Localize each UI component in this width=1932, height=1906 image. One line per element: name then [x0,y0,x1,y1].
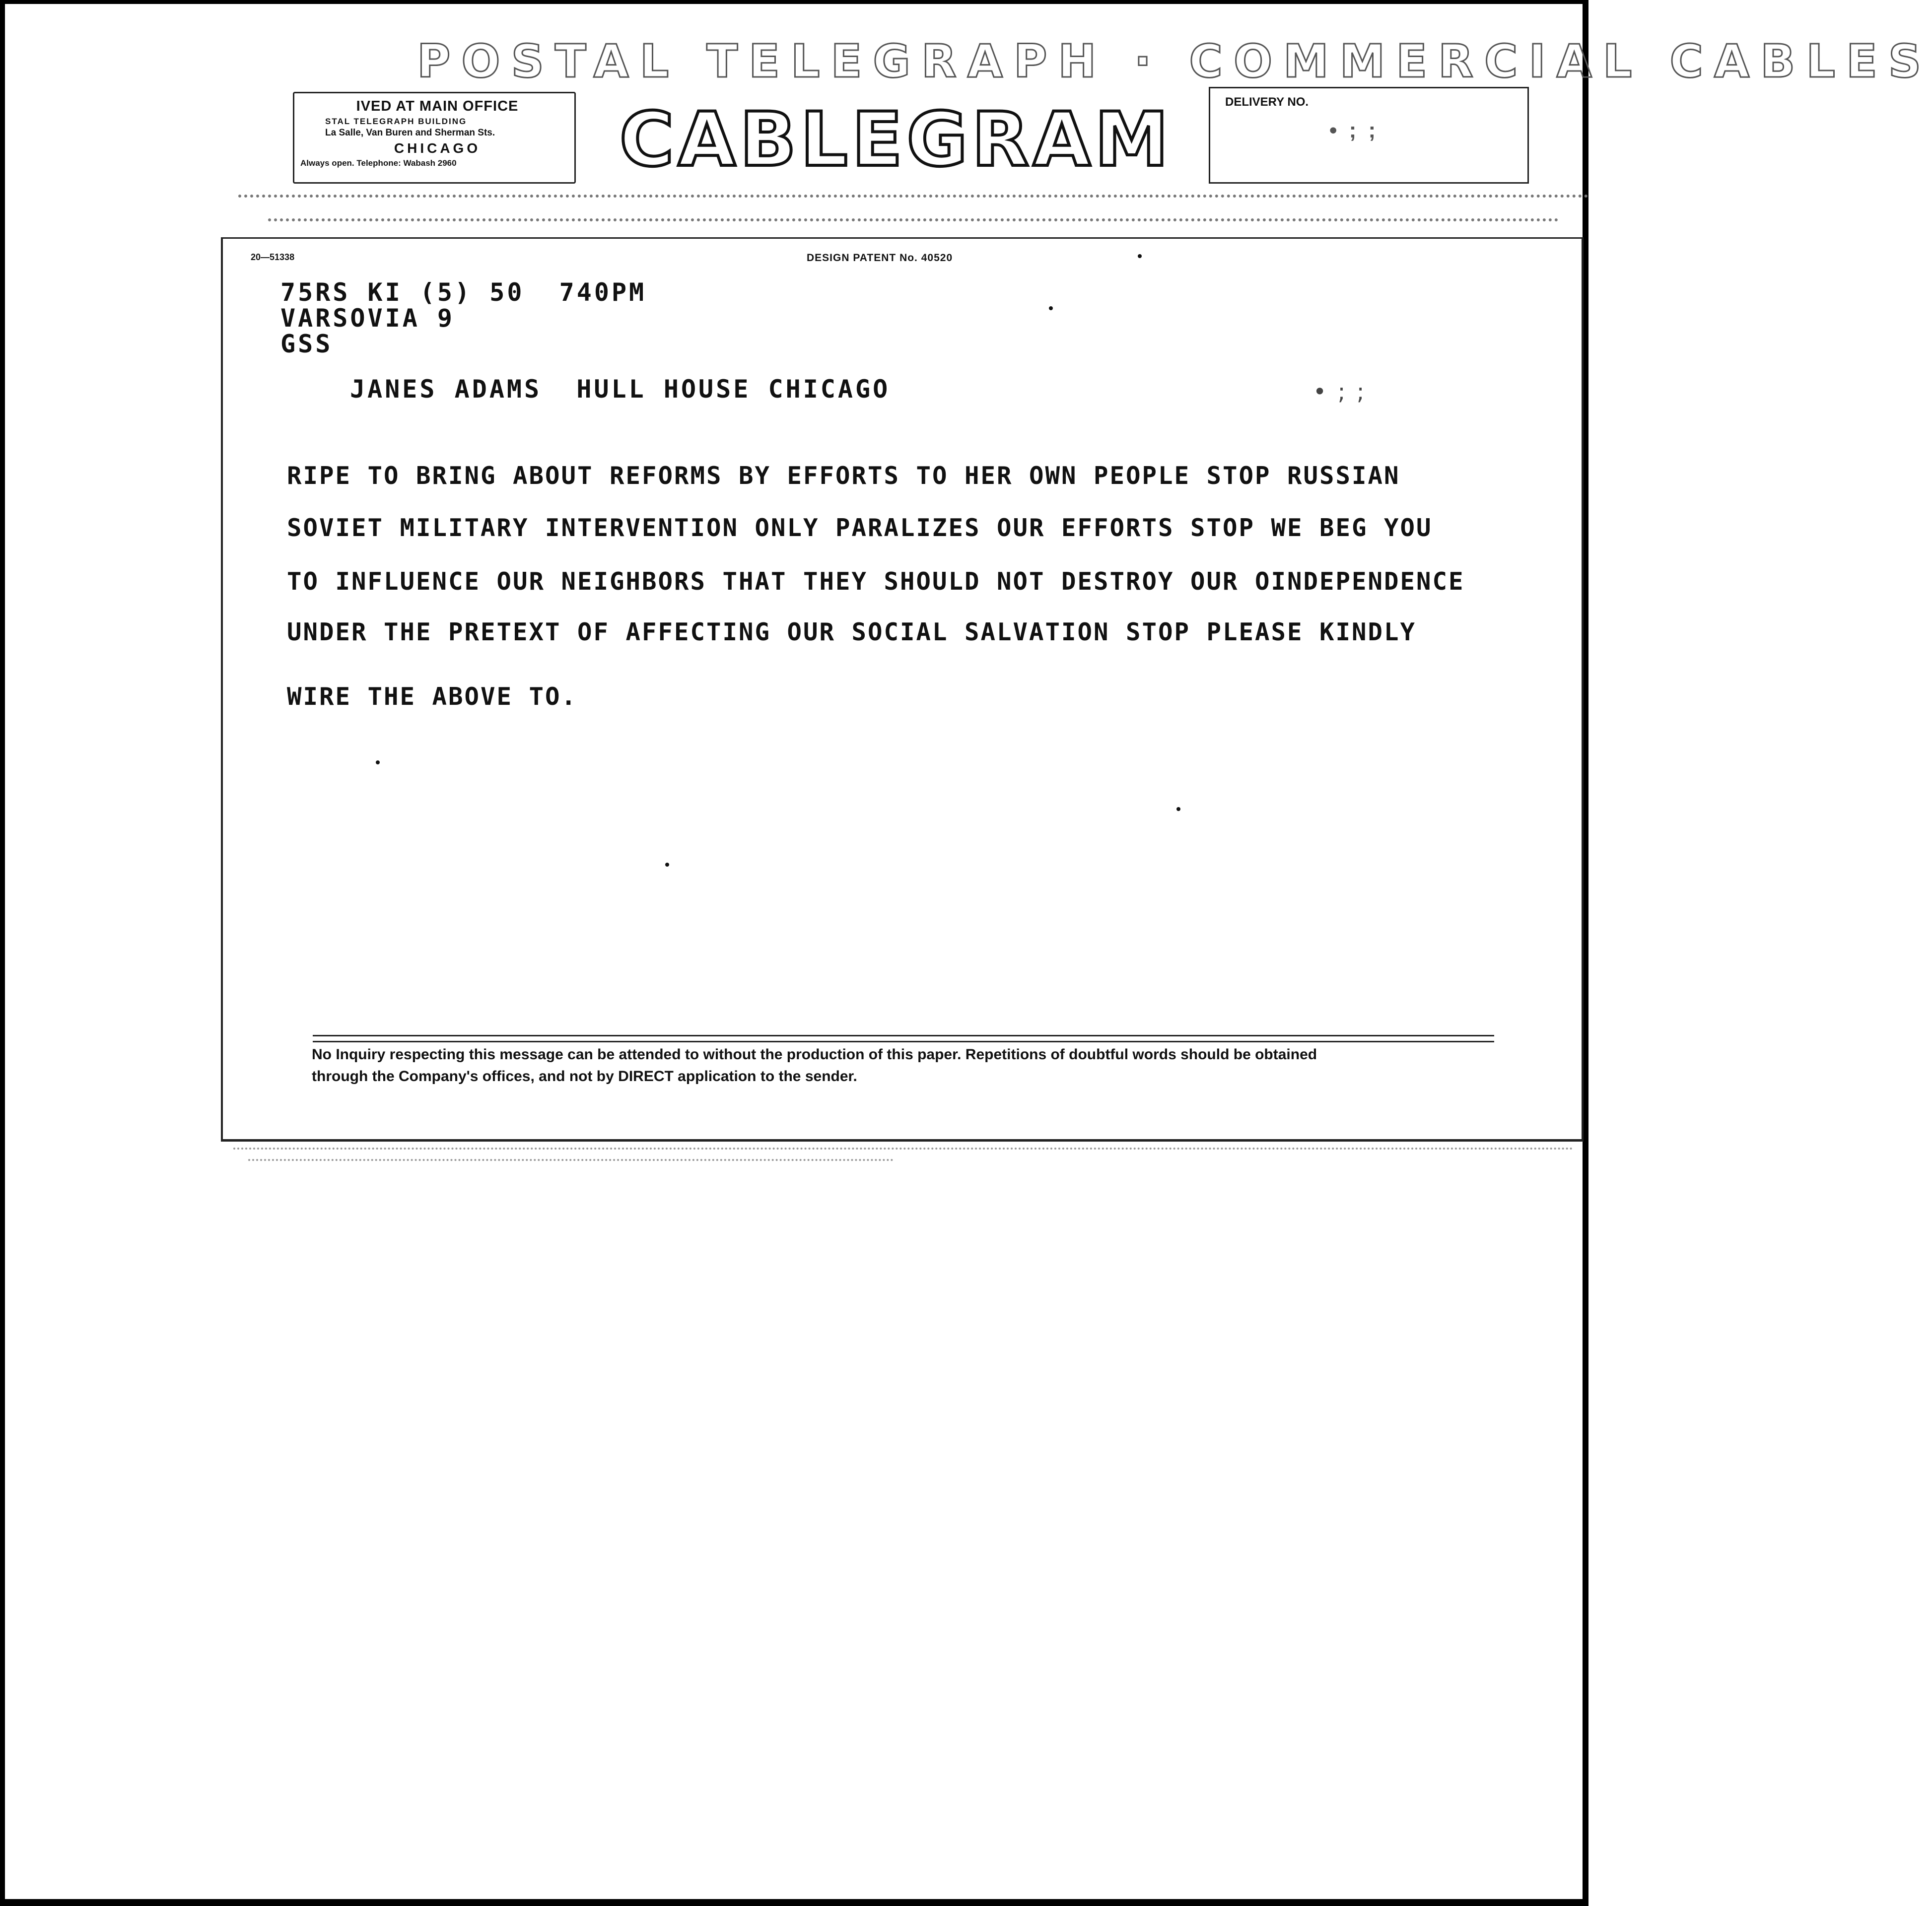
message-body-line: SOVIET MILITARY INTERVENTION ONLY PARALIZES OUR EFFORTS STOP WE BEG YOU [287,514,1433,542]
office-line-building: STAL TELEGRAPH BUILDING [325,117,467,126]
company-banner: POSTAL TELEGRAPH · COMMERCIAL CABLES [417,35,1932,88]
office-line-phone: Always open. Telephone: Wabash 2960 [300,158,457,168]
footer-notice-line: No Inquiry respecting this message can be attended to without the production of this paper. Repetitions of doubtful words should be obtained [312,1046,1317,1063]
address-handwritten-mark: • ; ; [1313,378,1367,405]
delivery-handwritten-mark: • ; ; [1329,118,1379,142]
office-line-city: CHICAGO [394,140,481,156]
form-number: 20—51338 [251,252,295,262]
delivery-label: DELIVERY NO. [1225,95,1309,109]
footer-rule [313,1035,1494,1036]
scan-speck [1049,306,1053,310]
message-body-line: RIPE TO BRING ABOUT REFORMS BY EFFORTS TO HER OWN PEOPLE STOP RUSSIAN [287,462,1400,490]
delivery-box [1209,87,1529,184]
scan-speck [1176,807,1180,811]
dotted-separator [268,218,1559,221]
scan-speck [1138,254,1142,258]
design-patent-label: DESIGN PATENT No. 40520 [807,252,953,264]
message-header-line: 75RS KI (5) 50 740PM [280,278,647,307]
scan-speck [665,863,669,867]
message-header-line: VARSOVIA 9 [280,304,455,333]
scan-speck [376,760,380,764]
dotted-separator [238,195,1588,198]
recipient-address: JANES ADAMS HULL HOUSE CHICAGO [350,375,891,404]
message-body-line: WIRE THE ABOVE TO. [287,682,578,711]
message-header-line: GSS [280,330,333,358]
tear-line [248,1159,894,1161]
cablegram-title: CABLEGRAM [619,97,1173,183]
office-line-streets: La Salle, Van Buren and Sherman Sts. [325,128,495,138]
message-body-line: UNDER THE PRETEXT OF AFFECTING OUR SOCIAL SALVATION STOP PLEASE KINDLY [287,618,1417,646]
office-address-box [293,92,576,184]
office-line-received: IVED AT MAIN OFFICE [356,98,519,114]
footer-notice-line: through the Company's offices, and not by DIRECT application to the sender. [312,1068,857,1085]
footer-rule [313,1041,1494,1042]
tear-line [233,1148,1574,1150]
message-body-line: TO INFLUENCE OUR NEIGHBORS THAT THEY SHOULD NOT DESTROY OUR OINDEPENDENCE [287,567,1465,596]
